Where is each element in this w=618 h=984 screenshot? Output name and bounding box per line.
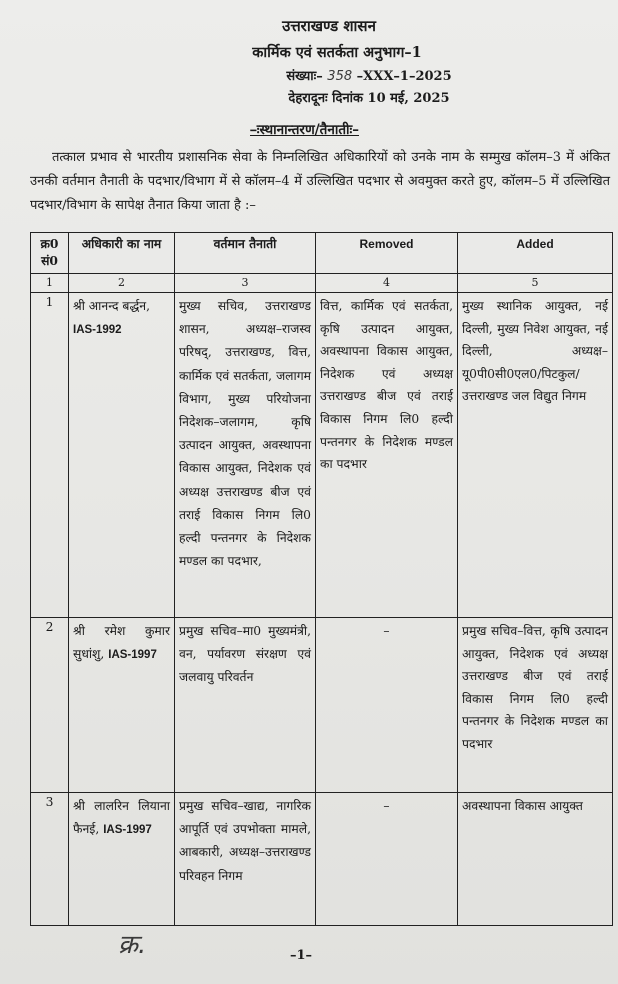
header-serial: क्र0 सं0 xyxy=(31,233,69,274)
government-heading: उत्तराखण्ड शासन xyxy=(282,17,376,35)
header-removed: Removed xyxy=(316,233,458,274)
officer-name: श्री रमेश कुमार सुधांशु, xyxy=(73,624,170,661)
removed-charge: वित्त, कार्मिक एवं सतर्कता, कृषि उत्पादन आयुक्त, अवस्थापना विकास आयुक्त, निदेशक एवं अध्यक्ष उत्तराखण्ड बीज एवं तराई विकास निगम लि0 हल्दी पन्तनगर के निदेशक मण्डल का पदभार xyxy=(316,293,458,618)
order-number-suffix: –XXX–1–2025 xyxy=(356,69,452,84)
current-posting: प्रमुख सचिव–खाद्य, नागरिक आपूर्ति एवं उपभोक्ता मामले, आबकारी, अध्यक्ष–उत्तराखण्ड परिवहन निगम xyxy=(175,793,316,926)
ias-batch: IAS-1992 xyxy=(73,323,122,336)
table-row xyxy=(31,293,613,618)
order-number-handwritten: 358 xyxy=(327,69,353,84)
officer-name-cell xyxy=(69,293,175,618)
order-number-label: संख्याः– xyxy=(286,69,323,84)
current-posting: प्रमुख सचिव–मा0 मुख्यमंत्री, वन, पर्यावरण संरक्षण एवं जलवायु परिवर्तन xyxy=(175,618,316,793)
officer-name-cell xyxy=(69,793,175,926)
ias-batch: IAS-1997 xyxy=(108,648,157,661)
column-number-row xyxy=(31,274,613,293)
ias-batch: IAS-1997 xyxy=(103,823,152,836)
officer-name-cell xyxy=(69,618,175,793)
subject-line: –ःस्थानान्तरण/तैनातीः– xyxy=(250,122,359,138)
table-header-row xyxy=(31,233,613,274)
added-charge: अवस्थापना विकास आयुक्त xyxy=(458,793,613,926)
removed-charge: – xyxy=(316,618,458,793)
header-officer-name: अधिकारी का नाम xyxy=(69,233,175,274)
table-row xyxy=(31,793,613,926)
intro-paragraph: तत्काल प्रभाव से भारतीय प्रशासनिक सेवा के निम्नलिखित अधिकारियों को उनके नाम के सम्मुख कॉलम–3 में अंकित उनकी वर्तमान तैनाती के पदभार/विभाग में से कॉलम–4 में उल्लिखित पदभार से अवमुक्त करते हुए, कॉलम–5 में उल्लिखित पदभार/विभाग के सापेक्ष तैनात किया जाता है :– xyxy=(30,150,610,213)
officer-name: श्री लालरिन लियाना फैनई, xyxy=(73,799,170,836)
added-charge: प्रमुख सचिव–वित्त, कृषि उत्पादन आयुक्त, निदेशक एवं अध्यक्ष उत्तराखण्ड बीज एवं तराई विकास निगम लि0 हल्दी पन्तनगर के निदेशक मण्डल का पदभार xyxy=(458,618,613,793)
column-number: 4 xyxy=(316,274,458,293)
serial-number: 2 xyxy=(31,618,69,793)
place-date: देहरादूनः दिनांक 10 मई, 2025 xyxy=(288,91,450,106)
removed-charge: – xyxy=(316,793,458,926)
column-number: 2 xyxy=(69,274,175,293)
header-current-posting: वर्तमान तैनाती xyxy=(175,233,316,274)
transfer-table xyxy=(30,232,613,926)
signature-initial: क्र. xyxy=(118,930,147,960)
table-row xyxy=(31,618,613,793)
column-number: 5 xyxy=(458,274,613,293)
added-charge: मुख्य स्थानिक आयुक्त, नई दिल्ली, मुख्य निवेश आयुक्त, नई दिल्ली, अध्यक्ष–यू0पी0सी0एल0/पिटकुल/उत्तराखण्ड जल विद्युत निगम xyxy=(458,293,613,618)
serial-number: 3 xyxy=(31,793,69,926)
column-number: 1 xyxy=(31,274,69,293)
page-number: –1– xyxy=(290,948,313,963)
serial-number: 1 xyxy=(31,293,69,618)
header-added: Added xyxy=(458,233,613,274)
officer-name: श्री आनन्द बर्द्धन, xyxy=(73,299,151,313)
order-number xyxy=(60,66,618,84)
current-posting: मुख्य सचिव, उत्तराखण्ड शासन, अध्यक्ष–राजस्व परिषद्, उत्तराखण्ड, वित्त, कार्मिक एवं सतर्कता, जलागम विभाग, मुख्य परियोजना निदेशक–जलागम, कृषि उत्पादन आयुक्त, अवस्थापना विकास आयुक्त, निदेशक एवं अध्यक्ष उत्तराखण्ड बीज एवं तराई विकास निगम लि0 हल्दी पन्तनगर के निदेशक मण्डल का पदभार, xyxy=(175,293,316,618)
column-number: 3 xyxy=(175,274,316,293)
department-heading: कार्मिक एवं सतर्कता अनुभाग–1 xyxy=(252,44,422,61)
